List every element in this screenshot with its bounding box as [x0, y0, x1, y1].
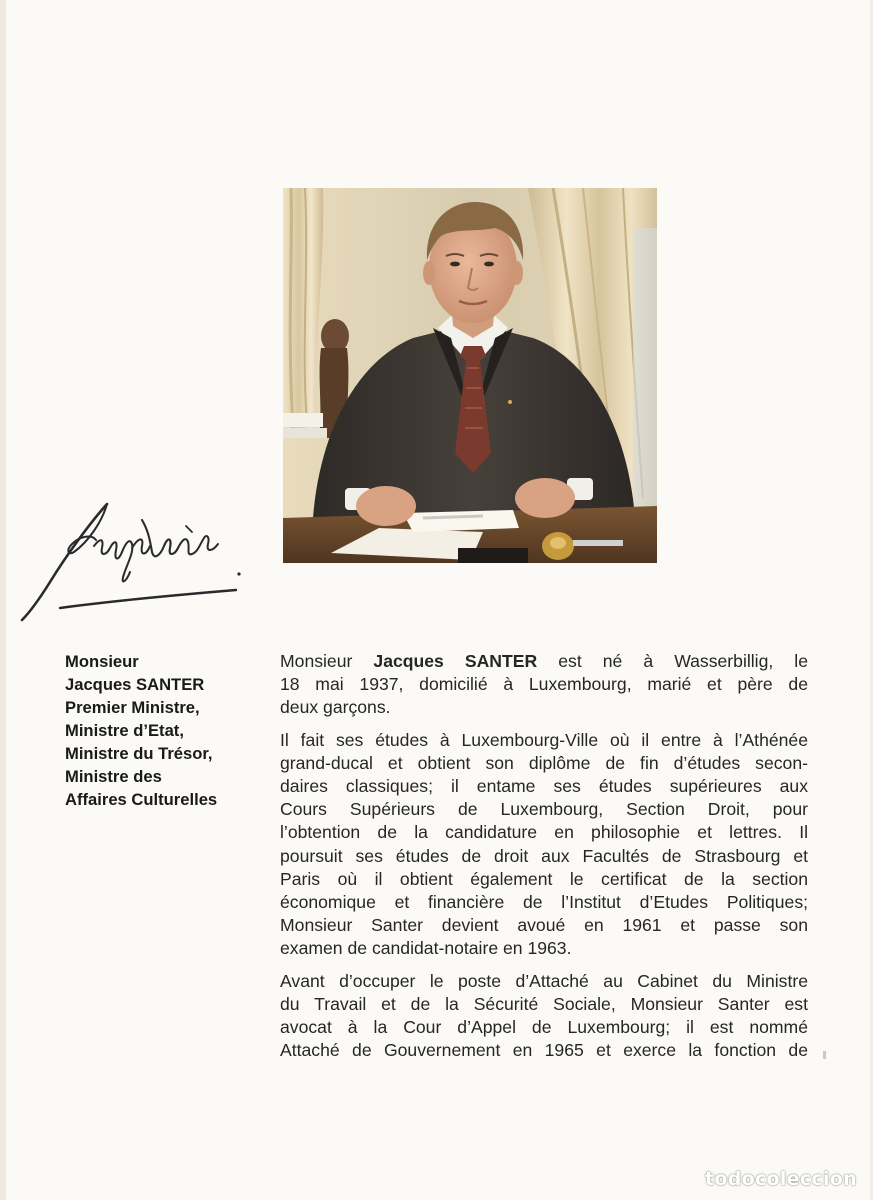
- page-mark: [823, 1051, 826, 1059]
- paragraph: [280, 650, 808, 720]
- text-line: poursuit ses études de droit aux Facultés de Strasbourg et: [280, 845, 808, 866]
- paragraph: [280, 729, 808, 961]
- text-line: 18 mai 1937, domicilié à Luxembourg, marié et père de: [280, 674, 808, 695]
- biography-text: [280, 650, 808, 1071]
- paragraph: [280, 970, 808, 1063]
- text-line: deux garçons.: [280, 697, 391, 718]
- text-line: Paris où il obtient également le certificat de la section: [280, 868, 808, 889]
- text-line: Monsieur Jacques SANTER est né à Wasserbillig, le: [280, 651, 808, 671]
- caption-line: Jacques SANTER: [65, 675, 205, 694]
- text-line: économique et financière de l’Institut d’Etudes Politiques;: [280, 892, 808, 913]
- text-line: grand-ducal et obtient son diplôme de fin d’études secon-: [280, 752, 808, 773]
- text-line: Avant d’occuper le poste d’Attaché au Cabinet du Ministre: [280, 970, 808, 991]
- text-line: Monsieur Santer devient avoué en 1961 et passe son: [280, 915, 808, 936]
- caption-line: Affaires Culturelles: [65, 790, 218, 809]
- caption-line: Ministre d’Etat,: [65, 721, 184, 740]
- title-caption: [65, 650, 270, 811]
- text-line: Cours Supérieurs de Luxembourg, Section Droit, pour: [280, 799, 808, 820]
- caption-line: Monsieur: [65, 652, 139, 671]
- text-line: examen de candidat-notaire en 1963.: [280, 938, 572, 959]
- text-line: daires classiques; il entame ses études supérieures aux: [280, 776, 808, 797]
- text-line: du Travail et de la Sécurité Sociale, Monsieur Santer est: [280, 993, 808, 1014]
- portrait-photo: [283, 188, 657, 563]
- text-line: Il fait ses études à Luxembourg-Ville où il entre à l’Athénée: [280, 729, 808, 750]
- watermark: todocoleccion: [704, 1168, 857, 1190]
- text-line: Attaché de Gouvernement en 1965 et exerce la fonction de: [280, 1040, 808, 1061]
- caption-line: Ministre du Trésor,: [65, 744, 213, 763]
- text-line: avocat à la Cour d’Appel de Luxembourg; il est nommé: [280, 1017, 808, 1038]
- caption-line: Premier Ministre,: [65, 698, 200, 717]
- person-name: Jacques SANTER: [373, 651, 538, 671]
- caption-line: Ministre des: [65, 767, 162, 786]
- signature: [14, 490, 254, 630]
- text-line: l’obtention de la candidature en philosophie et lettres. Il: [280, 822, 808, 843]
